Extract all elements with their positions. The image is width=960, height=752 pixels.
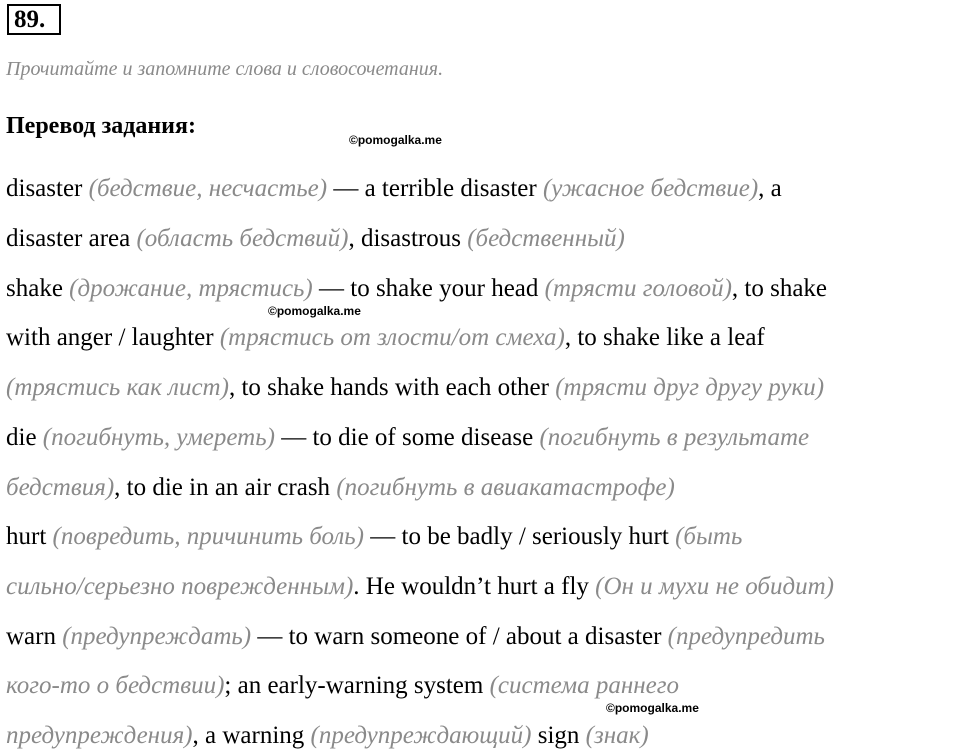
translation-text: (знак) [585, 722, 649, 749]
english-text: — a terrible disaster [327, 175, 543, 202]
translation-text: (трястись как лист) [6, 374, 229, 401]
english-text: shake [6, 275, 70, 302]
translation-text: предупреждения) [6, 722, 193, 749]
english-text: , a warning [192, 722, 311, 749]
translation-text: (дрожание, трястись) [69, 275, 313, 302]
english-text: — to shake your head [312, 275, 545, 302]
translation-text: (система раннего [489, 672, 680, 699]
english-text: , a [758, 175, 782, 202]
english-text: — to be badly / seriously hurt [364, 523, 676, 550]
vocab-line [6, 572, 834, 602]
watermark: ©pomogalka.me [606, 701, 699, 715]
english-text: — to die of some disease [274, 424, 540, 451]
translation-text: (трястись от злости/от смеха) [219, 324, 565, 351]
english-text: disaster [6, 175, 89, 202]
vocab-line [6, 373, 824, 403]
translation-text: (область бедствий) [136, 225, 349, 252]
vocab-line [6, 274, 827, 304]
translation-text: (Он и мухи не обидит) [595, 573, 835, 600]
english-text: disaster area [6, 225, 137, 252]
vocab-line [6, 671, 679, 701]
translation-text: (предупреждать) [62, 623, 252, 650]
translation-text: сильно/серьезно поврежденным) [6, 573, 354, 600]
vocab-line [6, 622, 825, 652]
english-text: with anger / laughter [6, 324, 220, 351]
english-text: sign [531, 722, 586, 749]
english-text: , to die in an air crash [114, 474, 337, 501]
exercise-number: 89. [7, 4, 61, 35]
vocab-line [6, 721, 649, 751]
translation-text: (ужасное бедствие) [542, 175, 759, 202]
translation-text: (трясти головой) [544, 275, 732, 302]
translation-text: (предупредить [667, 623, 825, 650]
translation-text: (повредить, причинить боль) [52, 523, 364, 550]
english-text: , to shake hands with each other [228, 374, 556, 401]
vocab-line [6, 473, 675, 503]
translation-text: (погибнуть, умереть) [42, 424, 275, 451]
translation-text: (трясти друг другу руки) [555, 374, 825, 401]
translation-heading: Перевод задания: [6, 113, 196, 139]
english-text: , disastrous [348, 225, 468, 252]
translation-text: (бедствие, несчастье) [88, 175, 328, 202]
vocab-line [6, 323, 765, 353]
vocab-line [6, 423, 809, 453]
translation-text: (бедственный) [467, 225, 625, 252]
english-text: warn [6, 623, 63, 650]
watermark: ©pomogalka.me [268, 304, 361, 318]
english-text: . He wouldn’t hurt a fly [353, 573, 596, 600]
vocab-line [6, 522, 742, 552]
vocab-line [6, 174, 782, 204]
english-text: , to shake like a leaf [564, 324, 765, 351]
translation-text: кого-то о бедствии) [6, 672, 225, 699]
translation-text: (погибнуть в результате [539, 424, 810, 451]
english-text: , to shake [731, 275, 828, 302]
translation-text: бедствия) [6, 474, 115, 501]
translation-text: (быть [675, 523, 743, 550]
english-text: ; an early-warning system [224, 672, 490, 699]
english-text: die [6, 424, 43, 451]
english-text: hurt [6, 523, 53, 550]
translation-text: (предупреждающий) [310, 722, 532, 749]
exercise-instruction: Прочитайте и запомните слова и словосочетания. [6, 58, 444, 80]
translation-text: (погибнуть в авиакатастрофе) [336, 474, 675, 501]
vocab-line [6, 224, 625, 254]
watermark: ©pomogalka.me [349, 133, 442, 147]
english-text: — to warn someone of / about a disaster [251, 623, 668, 650]
